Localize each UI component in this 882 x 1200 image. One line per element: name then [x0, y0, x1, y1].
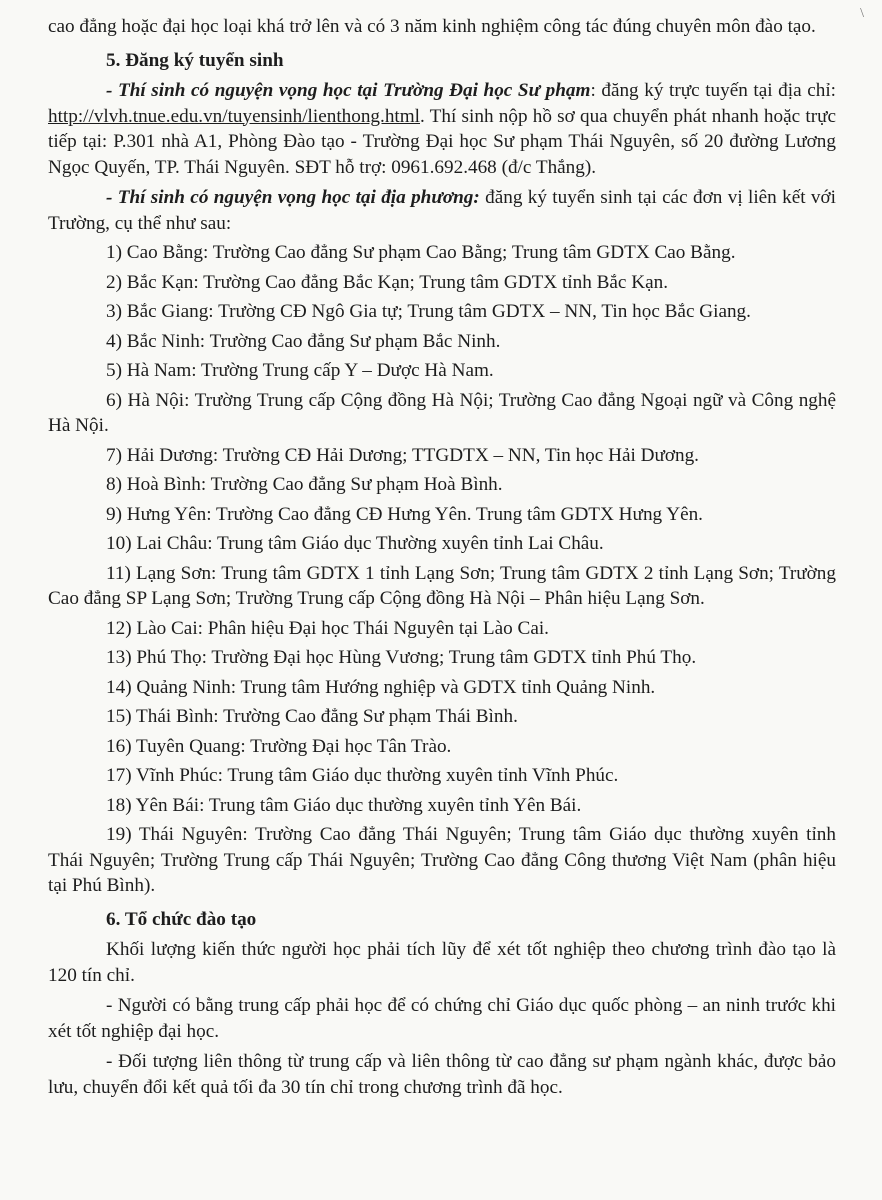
list-item: 14) Quảng Ninh: Trung tâm Hướng nghiệp và GDTX tỉnh Quảng Ninh.	[106, 676, 656, 698]
section-5-paragraph-2	[48, 185, 836, 236]
section-5-paragraph-1	[48, 78, 836, 180]
list-item: 17) Vĩnh Phúc: Trung tâm Giáo dục thường xuyên tỉnh Vĩnh Phúc.	[106, 765, 619, 786]
list-item: 16) Tuyên Quang: Trường Đại học Tân Trào.	[106, 735, 452, 757]
list-item: 7) Hải Dương: Trường CĐ Hải Dương; TTGDTX – NN, Tin học Hải Dương.	[106, 444, 699, 466]
section-5-text-1a: : đăng ký trực tuyến tại địa chỉ:	[590, 80, 836, 101]
corner-mark: \	[860, 6, 864, 21]
registration-url-link[interactable]: http://vlvh.tnue.edu.vn/tuyensinh/lienthong.html	[48, 105, 421, 127]
local-partner-list	[48, 240, 836, 899]
list-item: 1) Cao Bằng: Trường Cao đẳng Sư phạm Cao Bằng; Trung tâm GDTX Cao Bằng.	[106, 242, 736, 263]
list-item: 10) Lai Châu: Trung tâm Giáo dục Thường xuyên tỉnh Lai Châu.	[106, 533, 604, 554]
section-6-heading: 6. Tổ chức đào tạo	[106, 908, 257, 930]
list-item: 5) Hà Nam: Trường Trung cấp Y – Dược Hà Nam.	[106, 360, 494, 381]
list-item: 13) Phú Thọ: Trường Đại học Hùng Vương; Trung tâm GDTX tỉnh Phú Thọ.	[106, 647, 697, 668]
section-5-lead-2: - Thí sinh có nguyện vọng học tại địa phương:	[106, 187, 480, 208]
list-item: 6) Hà Nội: Trường Trung cấp Cộng đồng Hà Nội; Trường Cao đẳng Ngoại ngữ và Công nghệ Hà Nội.	[48, 389, 836, 436]
list-item: 12) Lào Cai: Phân hiệu Đại học Thái Nguyên tại Lào Cai.	[106, 617, 549, 639]
list-item: 2) Bắc Kạn: Trường Cao đẳng Bắc Kạn; Trung tâm GDTX tỉnh Bắc Kạn.	[106, 271, 669, 293]
section-5-text-2: đăng ký tuyển sinh tại các đơn vị liên kết với Trường, cụ thể như sau:	[48, 187, 836, 234]
section-6-paragraph: - Đối tượng liên thông từ trung cấp và liên thông từ cao đẳng sư phạm ngành khác, được bảo lưu, chuyển đổi kết quả tối đa 30 tín chỉ trong chương trình đã học.	[48, 1051, 836, 1098]
list-item: 11) Lạng Sơn: Trung tâm GDTX 1 tỉnh Lạng Sơn; Trung tâm GDTX 2 tỉnh Lạng Sơn; Trường Cao đẳng SP Lạng Sơn; Trường Trung cấp Cộng đồng Hà Nội – Phân hiệu Lạng Sơn.	[48, 562, 836, 609]
section-5-text-1b: . Thí sinh nộp hồ sơ qua chuyển phát nhanh hoặc trực tiếp tại: P.301 nhà A1, Phòng Đào tạo - Trường Đại học Sư phạm Thái Nguyên, số 20 đường Lương Ngọc Quyến, TP. Thái Nguyên. SĐT hỗ trợ: 0961.692.468 (đ/c Thắng).	[48, 105, 836, 178]
intro-paragraph: cao đẳng hoặc đại học loại khá trở lên và có 3 năm kinh nghiệm công tác đúng chuyên môn đào tạo.	[48, 16, 816, 37]
document-body	[48, 14, 836, 1100]
section-6-paragraph: - Người có bằng trung cấp phải học để có chứng chỉ Giáo dục quốc phòng – an ninh trước khi xét tốt nghiệp đại học.	[48, 995, 836, 1042]
list-item: 9) Hưng Yên: Trường Cao đẳng CĐ Hưng Yên. Trung tâm GDTX Hưng Yên.	[106, 503, 703, 525]
list-item: 15) Thái Bình: Trường Cao đẳng Sư phạm Thái Bình.	[106, 706, 518, 727]
section-5-lead-1: - Thí sinh có nguyện vọng học tại Trường Đại học Sư phạm	[106, 80, 591, 101]
list-item: 18) Yên Bái: Trung tâm Giáo dục thường xuyên tỉnh Yên Bái.	[106, 794, 582, 816]
section-6-paragraph: Khối lượng kiến thức người học phải tích lũy để xét tốt nghiệp theo chương trình đào tạo là 120 tín chỉ.	[48, 939, 836, 986]
list-item: 4) Bắc Ninh: Trường Cao đẳng Sư phạm Bắc Ninh.	[106, 330, 501, 352]
list-item: 3) Bắc Giang: Trường CĐ Ngô Gia tự; Trung tâm GDTX – NN, Tin học Bắc Giang.	[106, 301, 751, 322]
section-5-heading: 5. Đăng ký tuyển sinh	[106, 49, 284, 71]
list-item: 19) Thái Nguyên: Trường Cao đẳng Thái Nguyên; Trung tâm Giáo dục thường xuyên tỉnh Thái Nguyên; Trường Trung cấp Thái Nguyên; Trường Cao đẳng Công thương Việt Nam (phân hiệu tại Phú Bình).	[48, 824, 836, 896]
list-item: 8) Hoà Bình: Trường Cao đẳng Sư phạm Hoà Bình.	[106, 474, 503, 495]
